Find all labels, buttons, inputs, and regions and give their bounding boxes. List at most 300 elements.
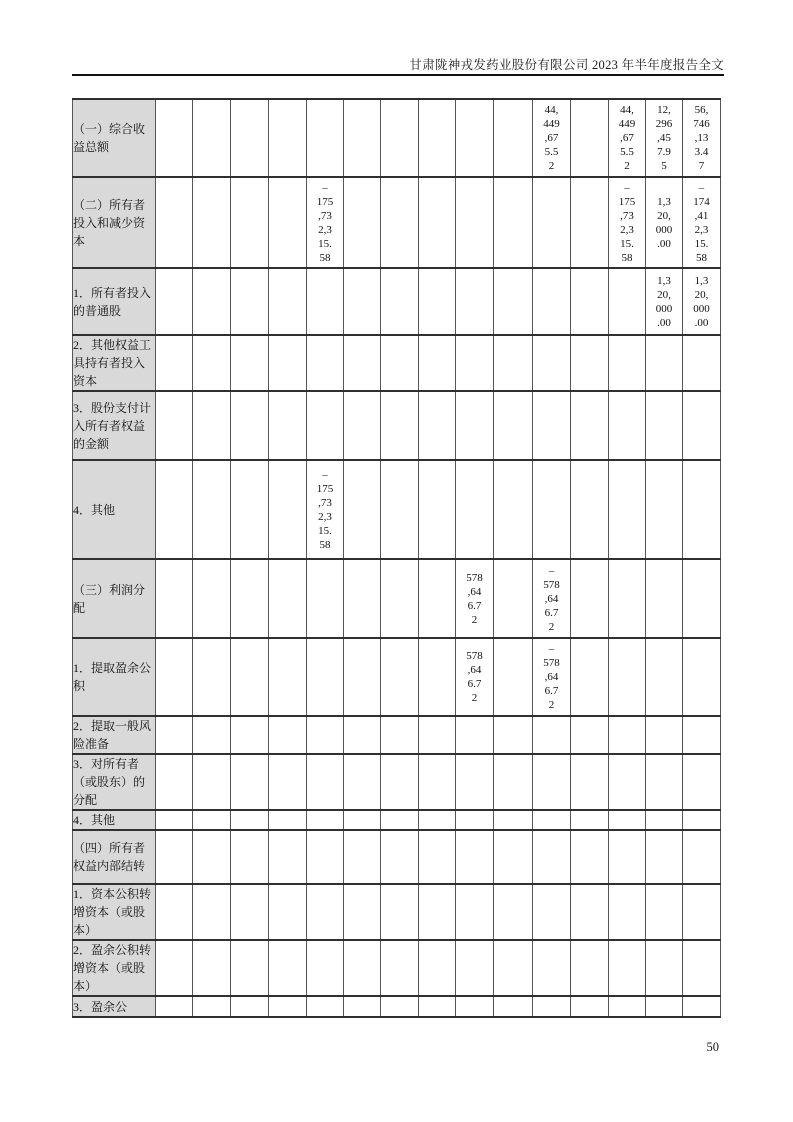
amount-cell bbox=[571, 177, 609, 268]
amount-line: 2 bbox=[624, 160, 630, 172]
amount-cell bbox=[193, 268, 231, 335]
amount-cell bbox=[344, 391, 381, 460]
header-rule bbox=[72, 74, 724, 76]
row-label-cell: 1．所有者投入的普通股 bbox=[73, 268, 156, 335]
amount-line: – bbox=[322, 181, 328, 194]
amount-cell bbox=[609, 460, 646, 559]
amount-cell bbox=[683, 754, 721, 810]
amount-line: ,73 bbox=[318, 496, 332, 509]
amount-cell bbox=[456, 810, 494, 830]
amount-cell bbox=[609, 268, 646, 335]
amount-cell bbox=[307, 268, 344, 335]
amount-cell bbox=[494, 177, 533, 268]
amount-cell bbox=[494, 810, 533, 830]
amount-cell bbox=[231, 830, 269, 884]
amount-cell bbox=[646, 460, 683, 559]
amount-line: 7.9 bbox=[657, 146, 671, 158]
amount-line: – bbox=[548, 564, 555, 577]
amount-cell bbox=[609, 99, 646, 177]
amount-cell bbox=[456, 754, 494, 810]
amount-cell bbox=[683, 460, 721, 559]
amount-cell bbox=[683, 830, 721, 884]
amount-line: 15. bbox=[318, 524, 332, 537]
amount-cell bbox=[683, 335, 721, 391]
amount-cell bbox=[533, 335, 571, 391]
row-label-cell: 2．盈余公积转增资本（或股本） bbox=[73, 940, 156, 996]
row-label-cell: 3．盈余公 bbox=[73, 996, 156, 1017]
amount-line: 578 bbox=[466, 571, 483, 584]
amount-cell bbox=[381, 638, 419, 716]
amount-cell bbox=[231, 99, 269, 177]
amount-cell bbox=[269, 268, 307, 335]
amount-line: 2,3 bbox=[318, 510, 332, 523]
row-label-cell: 2．其他权益工具持有者投入资本 bbox=[73, 335, 156, 391]
amount-cell bbox=[683, 810, 721, 830]
amount-cell bbox=[533, 884, 571, 940]
amount-cell bbox=[533, 940, 571, 996]
amount-cell bbox=[456, 177, 494, 268]
amount-cell bbox=[419, 391, 456, 460]
amount-cell bbox=[683, 177, 721, 268]
amount-cell bbox=[609, 810, 646, 830]
amount-cell bbox=[646, 177, 683, 268]
amount-cell bbox=[494, 460, 533, 559]
amount-cell bbox=[156, 716, 193, 754]
row-label-cell: 4．其他 bbox=[73, 460, 156, 559]
amount-cell bbox=[269, 177, 307, 268]
amount-cell bbox=[156, 268, 193, 335]
amount-cell bbox=[193, 754, 231, 810]
amount-cell bbox=[381, 754, 419, 810]
amount-cell bbox=[533, 830, 571, 884]
amount-cell bbox=[269, 99, 307, 177]
amount-line: 20, bbox=[657, 288, 671, 301]
amount-line: ,64 bbox=[544, 671, 559, 683]
amount-cell bbox=[646, 559, 683, 638]
amount-cell bbox=[683, 884, 721, 940]
amount-cell bbox=[156, 391, 193, 460]
row-label-cell: 4．其他 bbox=[73, 810, 156, 830]
amount-cell bbox=[494, 884, 533, 940]
amount-line: – bbox=[624, 181, 630, 194]
amount-line: 6.7 bbox=[467, 678, 482, 690]
amount-cell bbox=[609, 940, 646, 996]
amount-cell bbox=[646, 638, 683, 716]
amount-cell bbox=[646, 716, 683, 754]
amount-cell bbox=[683, 268, 721, 335]
amount-cell bbox=[419, 810, 456, 830]
amount-cell bbox=[533, 638, 571, 716]
amount-cell bbox=[344, 940, 381, 996]
amount-cell bbox=[494, 391, 533, 460]
amount-line: – bbox=[548, 643, 555, 655]
amount-cell bbox=[494, 99, 533, 177]
amount-cell bbox=[269, 391, 307, 460]
table-row bbox=[73, 559, 721, 638]
amount-cell bbox=[381, 559, 419, 638]
amount-cell bbox=[683, 559, 721, 638]
amount-line: 58 bbox=[621, 251, 633, 264]
table-row bbox=[73, 268, 721, 335]
equity-changes-table bbox=[72, 98, 721, 1018]
amount-cell bbox=[419, 884, 456, 940]
amount-line: ,45 bbox=[657, 132, 671, 144]
amount-cell bbox=[609, 884, 646, 940]
amount-line: 5.5 bbox=[620, 146, 634, 158]
amount-cell bbox=[533, 391, 571, 460]
amount-cell bbox=[269, 754, 307, 810]
amount-cell bbox=[571, 810, 609, 830]
amount-cell bbox=[307, 559, 344, 638]
amount-cell bbox=[156, 996, 193, 1017]
amount-cell bbox=[419, 638, 456, 716]
amount-cell bbox=[231, 335, 269, 391]
amount-cell bbox=[571, 638, 609, 716]
amount-cell bbox=[231, 754, 269, 810]
amount-cell bbox=[419, 460, 456, 559]
amount-line: 15. bbox=[620, 237, 634, 250]
amount-line: 2,3 bbox=[620, 223, 634, 236]
amount-cell bbox=[156, 559, 193, 638]
amount-cell bbox=[156, 754, 193, 810]
amount-line: 20, bbox=[694, 288, 709, 301]
amount-cell bbox=[571, 716, 609, 754]
amount-cell bbox=[269, 716, 307, 754]
amount-cell bbox=[419, 716, 456, 754]
amount-cell bbox=[646, 268, 683, 335]
amount-cell bbox=[609, 996, 646, 1017]
amount-cell bbox=[419, 754, 456, 810]
table-row bbox=[73, 810, 721, 830]
amount-line: 1,3 bbox=[694, 274, 709, 287]
amount-cell bbox=[344, 810, 381, 830]
table-row bbox=[73, 884, 721, 940]
amount-line: 6.7 bbox=[544, 685, 559, 697]
row-label-cell: 2．提取一般风险准备 bbox=[73, 716, 156, 754]
table-row bbox=[73, 996, 721, 1017]
amount-cell bbox=[269, 810, 307, 830]
amount-line: 175 bbox=[618, 195, 636, 208]
amount-cell bbox=[571, 460, 609, 559]
amount-cell bbox=[456, 460, 494, 559]
amount-cell bbox=[231, 716, 269, 754]
amount-cell bbox=[193, 391, 231, 460]
amount-line: 12, bbox=[657, 104, 671, 116]
amount-cell bbox=[269, 460, 307, 559]
amount-cell bbox=[646, 99, 683, 177]
amount-cell bbox=[344, 996, 381, 1017]
amount-cell bbox=[683, 99, 721, 177]
amount-cell bbox=[344, 830, 381, 884]
amount-cell bbox=[307, 884, 344, 940]
amount-cell bbox=[307, 716, 344, 754]
amount-cell bbox=[494, 830, 533, 884]
amount-cell bbox=[231, 391, 269, 460]
amount-line: 20, bbox=[657, 209, 671, 222]
amount-cell bbox=[193, 716, 231, 754]
amount-cell bbox=[344, 638, 381, 716]
amount-cell bbox=[344, 559, 381, 638]
amount-cell bbox=[419, 99, 456, 177]
amount-line: 1,3 bbox=[657, 195, 671, 208]
amount-cell bbox=[381, 830, 419, 884]
amount-cell bbox=[571, 940, 609, 996]
amount-line: 578 bbox=[543, 657, 560, 669]
amount-cell bbox=[571, 335, 609, 391]
amount-cell bbox=[307, 810, 344, 830]
amount-line: .00 bbox=[657, 316, 671, 329]
amount-cell bbox=[193, 460, 231, 559]
amount-cell bbox=[609, 335, 646, 391]
amount-cell bbox=[571, 754, 609, 810]
amount-line: ,41 bbox=[694, 209, 709, 222]
amount-cell bbox=[381, 99, 419, 177]
table-row bbox=[73, 460, 721, 559]
amount-cell bbox=[456, 716, 494, 754]
amount-cell bbox=[456, 268, 494, 335]
amount-cell bbox=[683, 638, 721, 716]
amount-cell bbox=[456, 391, 494, 460]
amount-cell bbox=[533, 996, 571, 1017]
amount-line: 2,3 bbox=[318, 223, 332, 236]
row-label-cell: 3．股份支付计入所有者权益的金额 bbox=[73, 391, 156, 460]
amount-line: ,73 bbox=[318, 209, 332, 222]
amount-cell bbox=[156, 177, 193, 268]
amount-line: ,13 bbox=[694, 132, 709, 144]
amount-cell bbox=[419, 559, 456, 638]
amount-line: 174 bbox=[693, 195, 710, 208]
amount-cell bbox=[156, 335, 193, 391]
amount-cell bbox=[646, 940, 683, 996]
amount-cell bbox=[307, 940, 344, 996]
amount-line: 175 bbox=[316, 482, 334, 495]
amount-cell bbox=[231, 940, 269, 996]
amount-line: 296 bbox=[655, 118, 673, 130]
amount-line: .00 bbox=[657, 237, 671, 250]
amount-cell bbox=[533, 460, 571, 559]
amount-cell bbox=[231, 559, 269, 638]
amount-cell bbox=[609, 716, 646, 754]
amount-line: ,64 bbox=[467, 585, 482, 598]
amount-cell bbox=[646, 884, 683, 940]
amount-cell bbox=[193, 830, 231, 884]
amount-cell bbox=[193, 810, 231, 830]
amount-line: 000 bbox=[655, 302, 673, 315]
amount-cell bbox=[533, 810, 571, 830]
amount-cell bbox=[683, 391, 721, 460]
amount-cell bbox=[456, 335, 494, 391]
amount-line: ,67 bbox=[544, 132, 559, 144]
amount-line: 2,3 bbox=[694, 223, 709, 236]
amount-cell bbox=[156, 99, 193, 177]
amount-cell bbox=[193, 559, 231, 638]
amount-cell bbox=[494, 335, 533, 391]
row-label-cell: （二）所有者投入和减少资本 bbox=[73, 177, 156, 268]
amount-cell bbox=[381, 996, 419, 1017]
header-title: 甘肃陇神戎发药业股份有限公司 2023 年半年度报告全文 bbox=[409, 58, 724, 72]
amount-line: 3.4 bbox=[694, 146, 709, 158]
amount-cell bbox=[646, 754, 683, 810]
row-label-cell: 1．资本公积转增资本（或股本） bbox=[73, 884, 156, 940]
amount-cell bbox=[381, 391, 419, 460]
amount-cell bbox=[156, 638, 193, 716]
amount-cell bbox=[231, 177, 269, 268]
amount-line: 449 bbox=[618, 118, 636, 130]
amount-cell bbox=[494, 268, 533, 335]
table-row bbox=[73, 99, 721, 177]
amount-cell bbox=[609, 638, 646, 716]
amount-line: .00 bbox=[694, 316, 709, 329]
amount-cell bbox=[494, 754, 533, 810]
table-row bbox=[73, 830, 721, 884]
amount-cell bbox=[456, 638, 494, 716]
table-row bbox=[73, 638, 721, 716]
amount-cell bbox=[193, 884, 231, 940]
amount-line: 15. bbox=[694, 237, 709, 250]
row-label-cell: （一）综合收益总额 bbox=[73, 99, 156, 177]
amount-line: 6.7 bbox=[544, 606, 559, 619]
amount-cell bbox=[307, 460, 344, 559]
amount-cell bbox=[533, 754, 571, 810]
amount-cell bbox=[419, 268, 456, 335]
amount-cell bbox=[307, 996, 344, 1017]
row-label-cell: （四）所有者权益内部结转 bbox=[73, 830, 156, 884]
amount-cell bbox=[456, 884, 494, 940]
amount-line: – bbox=[322, 468, 328, 481]
amount-line: 2 bbox=[471, 692, 478, 704]
amount-cell bbox=[344, 754, 381, 810]
amount-line: 44, bbox=[620, 104, 634, 116]
amount-line: 449 bbox=[543, 118, 560, 130]
row-label-cell: （三）利润分配 bbox=[73, 559, 156, 638]
amount-line: 56, bbox=[694, 104, 709, 116]
amount-line: 2 bbox=[471, 613, 478, 626]
amount-cell bbox=[193, 99, 231, 177]
amount-line: – bbox=[698, 181, 705, 194]
amount-cell bbox=[193, 335, 231, 391]
amount-line: 58 bbox=[319, 538, 331, 551]
amount-line: 578 bbox=[466, 650, 483, 662]
row-label-cell: 3．对所有者（或股东）的分配 bbox=[73, 754, 156, 810]
amount-cell bbox=[419, 335, 456, 391]
amount-cell bbox=[307, 391, 344, 460]
table-row bbox=[73, 716, 721, 754]
amount-cell bbox=[683, 940, 721, 996]
amount-line: ,64 bbox=[467, 664, 482, 676]
table-row bbox=[73, 177, 721, 268]
amount-cell bbox=[646, 335, 683, 391]
amount-cell bbox=[307, 99, 344, 177]
amount-line: 746 bbox=[693, 118, 710, 130]
amount-cell bbox=[419, 830, 456, 884]
amount-cell bbox=[344, 99, 381, 177]
amount-cell bbox=[609, 177, 646, 268]
amount-cell bbox=[231, 460, 269, 559]
amount-cell bbox=[269, 996, 307, 1017]
amount-cell bbox=[456, 996, 494, 1017]
amount-cell bbox=[269, 559, 307, 638]
amount-cell bbox=[381, 335, 419, 391]
amount-cell bbox=[646, 810, 683, 830]
amount-cell bbox=[269, 830, 307, 884]
amount-cell bbox=[533, 177, 571, 268]
amount-cell bbox=[269, 335, 307, 391]
amount-cell bbox=[381, 177, 419, 268]
amount-cell bbox=[571, 559, 609, 638]
amount-cell bbox=[533, 99, 571, 177]
amount-cell bbox=[456, 559, 494, 638]
amount-cell bbox=[571, 830, 609, 884]
amount-cell bbox=[307, 638, 344, 716]
amount-cell bbox=[571, 996, 609, 1017]
amount-cell bbox=[533, 716, 571, 754]
amount-cell bbox=[193, 177, 231, 268]
amount-cell bbox=[344, 884, 381, 940]
amount-cell bbox=[571, 268, 609, 335]
amount-cell bbox=[533, 268, 571, 335]
amount-cell bbox=[494, 638, 533, 716]
amount-line: ,64 bbox=[544, 592, 559, 605]
amount-cell bbox=[307, 335, 344, 391]
amount-cell bbox=[646, 830, 683, 884]
table-row bbox=[73, 940, 721, 996]
amount-cell bbox=[609, 830, 646, 884]
amount-cell bbox=[571, 391, 609, 460]
amount-line: 2 bbox=[548, 160, 555, 172]
amount-cell bbox=[571, 884, 609, 940]
amount-cell bbox=[456, 99, 494, 177]
table-row bbox=[73, 754, 721, 810]
amount-cell bbox=[571, 99, 609, 177]
amount-line: 000 bbox=[655, 223, 673, 236]
amount-cell bbox=[269, 884, 307, 940]
amount-cell bbox=[494, 940, 533, 996]
amount-cell bbox=[231, 810, 269, 830]
amount-line: 2 bbox=[548, 620, 555, 633]
amount-cell bbox=[344, 716, 381, 754]
amount-cell bbox=[344, 460, 381, 559]
amount-line: 44, bbox=[544, 104, 559, 116]
amount-cell bbox=[193, 996, 231, 1017]
amount-line: 58 bbox=[319, 251, 331, 264]
amount-line: 58 bbox=[696, 251, 707, 264]
amount-line: 000 bbox=[693, 302, 710, 315]
amount-cell bbox=[609, 754, 646, 810]
amount-cell bbox=[344, 177, 381, 268]
amount-line: 1,3 bbox=[657, 274, 671, 287]
amount-cell bbox=[646, 996, 683, 1017]
page-header bbox=[72, 55, 724, 73]
amount-cell bbox=[381, 268, 419, 335]
amount-cell bbox=[193, 940, 231, 996]
amount-cell bbox=[307, 754, 344, 810]
amount-cell bbox=[231, 884, 269, 940]
amount-line: 578 bbox=[543, 578, 560, 591]
amount-cell bbox=[231, 268, 269, 335]
amount-cell bbox=[456, 940, 494, 996]
amount-cell bbox=[381, 716, 419, 754]
amount-cell bbox=[269, 940, 307, 996]
amount-cell bbox=[609, 391, 646, 460]
amount-cell bbox=[344, 268, 381, 335]
amount-cell bbox=[381, 810, 419, 830]
amount-line: 2 bbox=[548, 699, 555, 711]
amount-cell bbox=[231, 996, 269, 1017]
amount-cell bbox=[307, 830, 344, 884]
amount-cell bbox=[193, 638, 231, 716]
amount-line: 175 bbox=[316, 195, 334, 208]
amount-cell bbox=[494, 716, 533, 754]
